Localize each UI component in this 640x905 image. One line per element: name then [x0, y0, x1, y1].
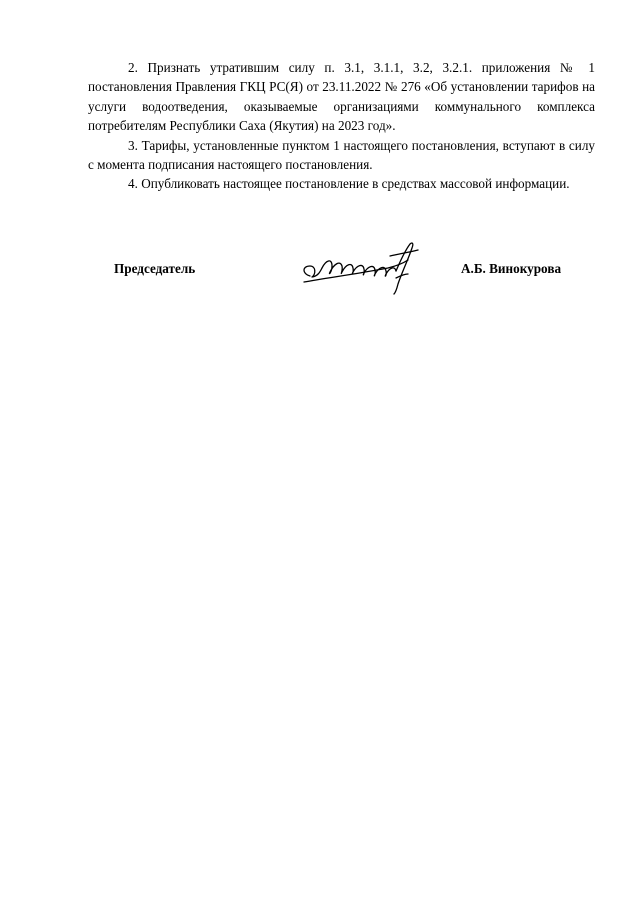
- signatory-name: А.Б. Винокурова: [461, 261, 562, 276]
- handwritten-signature: [296, 238, 426, 296]
- signatory-role: Председатель: [114, 261, 196, 276]
- paragraph-4: [88, 174, 595, 193]
- document-body: [88, 58, 595, 194]
- paragraph-number: 4.: [128, 176, 138, 192]
- paragraph-text: Признать утратившим силу п. 3.1, 3.1.1, 3.2, 3.2.1. приложения № 1 постановления Правления ГКЦ РС(Я) от 23.11.2022 № 276 «Об установлении тарифов на услуги водоотведения, оказываемые организациями коммунального комплекса потребителям Республики Саха (Якутия) на 2023 год».: [88, 60, 595, 134]
- paragraph-number: 3.: [128, 137, 138, 153]
- paragraph-text: Тарифы, установленные пунктом 1 настоящего постановления, вступают в силу с момента подписания настоящего постановления.: [88, 137, 595, 173]
- paragraph-text: Опубликовать настоящее постановление в средствах массовой информации.: [141, 176, 570, 192]
- signature-block: [0, 236, 640, 306]
- paragraph-number: 2.: [128, 60, 138, 75]
- paragraph-3: [88, 136, 595, 175]
- paragraph-2: [88, 58, 595, 136]
